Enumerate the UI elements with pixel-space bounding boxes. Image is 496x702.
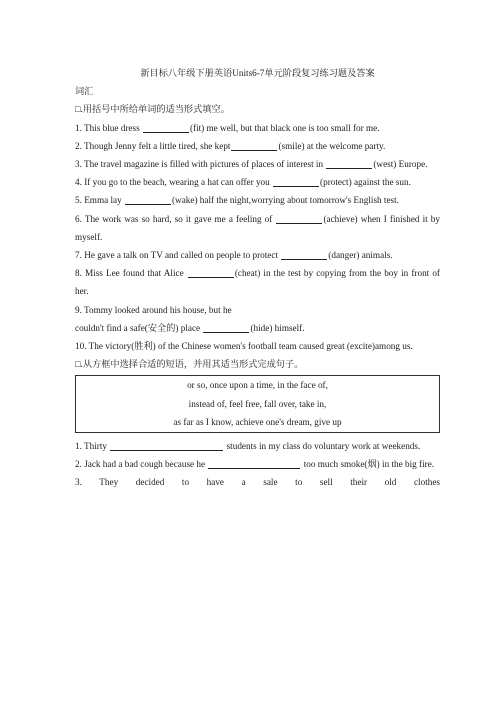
phrase-line: as far as I know, achieve one's dream, give up [173,417,342,428]
question-4: 4. If you go to the beach, wearing a hat can offer you (protect) against the sun. [75,177,411,188]
question-8: 8. Miss Lee found that Alice (cheat) in the test by copying from the boy in front of her. [75,268,440,297]
sentence-3: 3. They decided to have a sale to sell their old clothes [75,477,440,488]
phrase-box [75,375,440,432]
answer-blank[interactable] [203,321,249,333]
answer-blank[interactable] [326,157,372,169]
sentence-1: 1. Thirty students in my class do voluntary work at weekends. [75,440,421,451]
phrase-line: instead of, feel free, fall over, take in, [188,398,327,409]
sentence-2: 2. Jack had a bad cough because he too much smoke(烟) in the big fire. [75,458,435,469]
answer-blank[interactable] [110,439,223,451]
question-10: 10. The victory(胜利) of the Chinese women's football team caused great (excite)among us. [75,341,413,352]
answer-blank[interactable] [281,248,327,260]
question-2: 2. Though Jenny felt a little tired, she kept (smile) at the welcome party. [75,140,386,151]
answer-blank[interactable] [273,175,319,187]
answer-blank[interactable] [125,193,171,205]
phrase-line: or so, once upon a time, in the face of, [187,380,328,391]
part2-heading: □.从方框中选择合适的短语，并用其适当形式完成句子。 [75,359,304,370]
answer-blank[interactable] [231,139,277,151]
answer-blank[interactable] [276,212,322,224]
part1-heading: □.用括号中所给单词的适当形式填空。 [75,104,230,115]
question-1: 1. This blue dress (fit) me well, but that black one is too small for me. [75,122,380,133]
question-3: 3. The travel magazine is filled with pictures of places of interest in (west) Europe. [75,159,428,170]
answer-blank[interactable] [143,121,189,133]
answer-blank[interactable] [188,266,234,278]
question-5: 5. Emma lay (wake) half the night,worrying about tomorrow's English test. [75,195,399,206]
question-6: 6. The work was so hard, so it gave me a feeling of (achieve) when I finished it by myself. [75,213,440,242]
question-9: 9. Tommy looked around his house, but he couldn't find a safe(安全的) place (hide) himself. [75,304,305,333]
answer-blank[interactable] [208,457,300,469]
section-label: 词汇 [75,86,94,97]
question-7: 7. He gave a talk on TV and called on people to protect (danger) animals. [75,250,393,261]
page-title: 新目标八年级下册英语Units6-7单元阶段复习练习题及答案 [140,68,375,78]
